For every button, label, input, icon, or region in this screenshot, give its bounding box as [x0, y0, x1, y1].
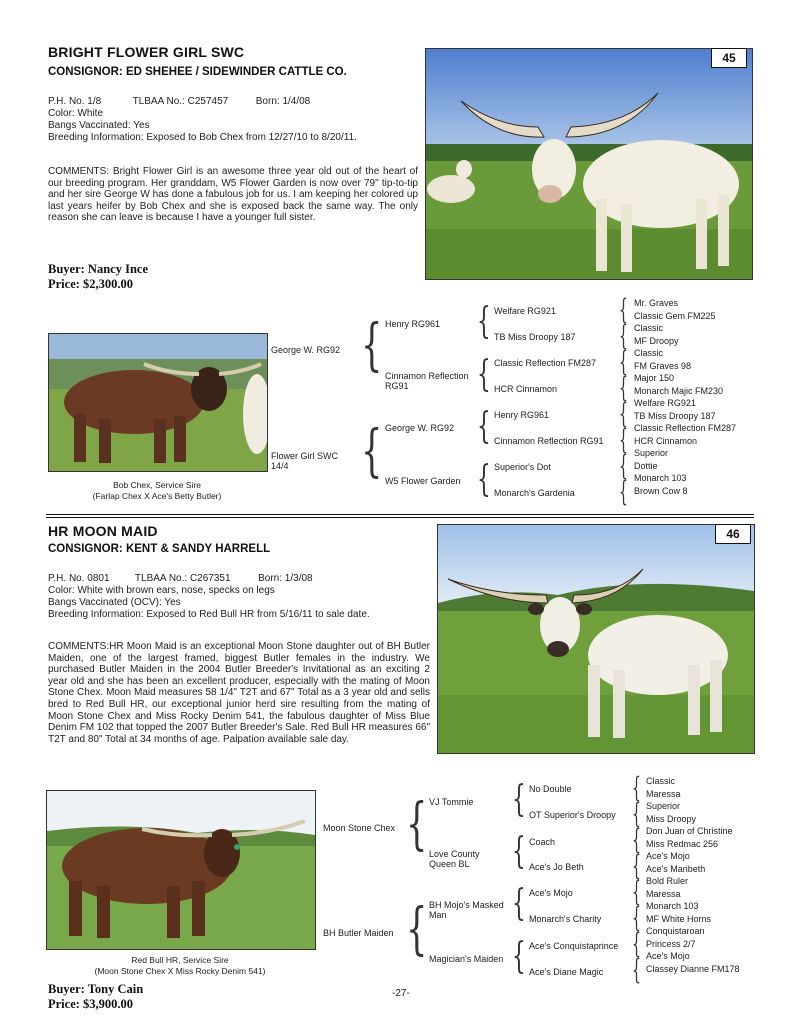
- lot-45-ped-g3-6: Cinnamon Reflection RG91: [494, 436, 604, 446]
- lot-46-bangs: Bangs Vaccinated (OCV): Yes: [48, 597, 181, 608]
- page-number: -27-: [392, 988, 410, 999]
- lot-46-born: Born: 1/3/08: [258, 573, 313, 584]
- lot-45-brace-g3-2: {: [619, 319, 628, 352]
- lot-divider: [46, 514, 754, 518]
- lot-45-ped-g4-15: Monarch 103: [634, 473, 687, 483]
- lot-46-price: Price: $3,900.00: [48, 997, 134, 1011]
- lot-46-ped-g3-3: Coach: [529, 837, 556, 847]
- lot-46-brace-sire: {: [406, 792, 428, 857]
- lot-45-brace-sire: {: [361, 313, 383, 378]
- lot-45-ped-g2-4: W5 Flower Garden: [385, 476, 461, 486]
- lot-45-ped-g4-2: Classic Gem FM225: [634, 310, 716, 321]
- lot-46-brace-g3-2: {: [632, 797, 641, 830]
- lot-45-ped-g4-12: HCR Cinnamon: [634, 435, 698, 446]
- longhorn-cow-speckled-photo: [438, 525, 754, 753]
- lot-45-brace-g3-3: {: [619, 345, 628, 378]
- lot-45-ped-g4-16: Brown Cow 8: [634, 485, 688, 496]
- lot-46-number-badge: 46: [715, 524, 751, 544]
- lot-46-brace-dam: {: [406, 897, 428, 962]
- lot-46-brace-g3-4: {: [632, 849, 641, 882]
- lot-45-ped-dam: Flower Girl SWC 14/4: [271, 451, 338, 471]
- lot-45-ped-sire: George W. RG92: [271, 345, 341, 355]
- lot-46-ped-g2-2: Love County Queen BL: [429, 849, 480, 869]
- lot-46-sire-caption-name: Red Bull HR, Service Sire: [131, 955, 229, 965]
- lot-45-ped-g4-7: Major 150: [634, 373, 675, 383]
- lot-45-born: Born: 1/4/08: [255, 96, 311, 107]
- lot-45-brace-g3-1: {: [619, 293, 628, 326]
- lot-46-brace-g2-4: {: [512, 936, 526, 977]
- lot-45-brace-g3-6: {: [619, 423, 628, 456]
- lot-46-ped-g4-16: Classey Dianne FM178: [646, 963, 740, 974]
- lot-46-brace-g3-1: {: [632, 771, 641, 804]
- lot-45-brace-g2-1: {: [477, 301, 491, 342]
- lot-45-brace-g2-3: {: [477, 406, 491, 447]
- longhorn-cow-white-photo: [426, 49, 752, 279]
- lot-46-ped-g4-2: Maressa: [646, 788, 681, 799]
- lot-46-ped-g2-3: BH Mojo's Masked Man: [429, 900, 504, 920]
- lot-45-sire-photo: [48, 333, 268, 472]
- lot-45-ped-g4-list: [634, 297, 736, 497]
- lot-45-ped-g4-11: Classic Reflection FM287: [634, 423, 737, 433]
- lot-45-tlbaa-no: TLBAA No.: C257457: [132, 96, 229, 107]
- lot-45-ped-g4-10: TB Miss Droopy 187: [634, 410, 716, 421]
- lot-46-photo: [437, 524, 755, 754]
- lot-45-brace-g2-2: {: [477, 354, 491, 395]
- lot-45-breeding: Breeding Information: Exposed to Bob Chex from 12/27/10 to 8/20/11.: [48, 132, 357, 143]
- lot-46-brace-g2-3: {: [512, 883, 526, 924]
- lot-45-ped-g4-14: Dottie: [634, 460, 658, 471]
- lot-45-number-badge: 45: [711, 48, 747, 68]
- lot-46-ped-g2-4: Magician's Maiden: [429, 954, 504, 964]
- lot-46-ped-g4-4: Miss Droopy: [646, 813, 697, 824]
- lot-45-ped-g3-4: HCR Cinnamon: [494, 384, 558, 394]
- lot-45-ped-g3-3: Classic Reflection FM287: [494, 358, 597, 368]
- lot-46-title: HR MOON MAID: [48, 523, 158, 539]
- lot-46-ped-g2-1: VJ Tommie: [429, 797, 474, 807]
- lot-46-ped-g4-10: Maressa: [646, 888, 681, 899]
- lot-46-brace-g2-1: {: [512, 779, 526, 820]
- lot-46-consignor: CONSIGNOR: KENT & SANDY HARRELL: [48, 543, 271, 555]
- lot-45-ped-g2-2: Cinnamon Reflection RG91: [385, 371, 469, 391]
- lot-46-brace-g3-8: {: [632, 953, 641, 986]
- lot-46-ped-g4-13: Conquistaroan: [646, 926, 705, 936]
- lot-46-sire-photo: [46, 790, 316, 950]
- lot-46-ph-no: P.H. No. 0801: [48, 573, 110, 584]
- lot-46-brace-g3-7: {: [632, 927, 641, 960]
- lot-46-ped-g4-8: Ace's Maribeth: [646, 863, 706, 874]
- lot-45-ped-g2-1: Henry RG961: [385, 319, 441, 329]
- lot-45-price: Price: $2,300.00: [48, 277, 134, 291]
- lot-46-ped-g3-8: Ace's Diane Magic: [529, 967, 604, 977]
- lot-45-ped-g4-9: Welfare RG921: [634, 398, 696, 408]
- lot-46-ped-g4-15: Ace's Mojo: [646, 951, 690, 961]
- lot-46-ped-g3-4: Ace's Jo Beth: [529, 862, 584, 872]
- lot-45-ped-g4-1: Mr. Graves: [634, 298, 679, 308]
- lot-45-registration: [48, 96, 418, 108]
- lot-46-registration: [48, 573, 428, 585]
- lot-46-tlbaa-no: TLBAA No.: C267351: [134, 573, 231, 584]
- lot-46-ped-g4-1: Classic: [646, 776, 676, 786]
- lot-46-buyer: Buyer: Tony Cain: [48, 982, 144, 996]
- lot-45-brace-g3-5: {: [619, 397, 628, 430]
- lot-46-ped-g4-14: Princess 2/7: [646, 938, 696, 949]
- lot-45-sire-caption-name: Bob Chex, Service Sire: [113, 480, 201, 490]
- lot-45-brace-g3-8: {: [619, 475, 628, 508]
- lot-46-ped-g4-9: Bold Ruler: [646, 876, 689, 886]
- service-sire-bull-photo: [47, 791, 315, 949]
- lot-45-ped-g3-7: Superior's Dot: [494, 462, 551, 472]
- lot-46-color: Color: White with brown ears, nose, specks on legs: [48, 585, 275, 596]
- lot-46-ped-g3-5: Ace's Mojo: [529, 888, 573, 898]
- lot-45-ped-g3-2: TB Miss Droopy 187: [494, 332, 576, 342]
- lot-46-ped-g4-12: MF White Horns: [646, 913, 712, 924]
- lot-46-ped-dam: BH Butler Maiden: [323, 928, 394, 938]
- lot-46-sire-caption-lineage: (Moon Stone Chex X Miss Rocky Denim 541): [94, 966, 266, 976]
- lot-45-ped-g2-3: George W. RG92: [385, 423, 455, 433]
- lot-45-ped-g3-5: Henry RG961: [494, 410, 550, 420]
- lot-46-ped-g4-5: Don Juan of Christine: [646, 826, 733, 836]
- lot-45-ph-no: P.H. No. 1/8: [48, 96, 102, 107]
- lot-45-buyer: Buyer: Nancy Ince: [48, 262, 148, 276]
- lot-45-bangs: Bangs Vaccinated: Yes: [48, 120, 150, 131]
- lot-45-consignor: CONSIGNOR: ED SHEHEE / SIDEWINDER CATTLE CO.: [48, 66, 347, 78]
- lot-45-ped-g4-3: Classic: [634, 323, 664, 333]
- lot-46-brace-g2-2: {: [512, 831, 526, 872]
- lot-46-ped-g3-6: Monarch's Charity: [529, 914, 602, 924]
- lot-46-comments: COMMENTS:HR Moon Maid is an exceptional Moon Stone daughter out of BH Butler Maiden, one of the largest framed, biggest Butler females in the industry. We purchased Butler Maiden in the 2004 Butler Breeder's Invitational as an exciting 2 year old and she has been an excellent producer, especially with the mating of Moon Stone Chex. Moon Maid measures 58 1/4" T2T and 67" Total as a 3 year old and sells bred to Red Bull HR, our exceptional junior herd sire resulting from the mating of Moon Stone Chex and Miss Rocky Denim 541, the fabulous daughter of Miss Blue Denim FM 102 that topped the 2007 Butler Breeder's Sale. Red Bull HR measures 66" T2T and 80" Total at 34 months of age. Palpation available sale day.: [48, 641, 430, 745]
- lot-46-brace-g3-3: {: [632, 823, 641, 856]
- lot-45-brace-g3-7: {: [619, 449, 628, 482]
- lot-46-brace-g3-6: {: [632, 901, 641, 934]
- lot-45-color: Color: White: [48, 108, 104, 119]
- lot-46-ped-g4-3: Superior: [646, 801, 681, 811]
- lot-46-ped-g4-7: Ace's Mojo: [646, 851, 690, 861]
- lot-45-ped-g4-13: Superior: [634, 448, 669, 458]
- lot-45-brace-g2-4: {: [477, 459, 491, 500]
- lot-46-ped-g3-7: Ace's Conquistaprince: [529, 941, 619, 951]
- lot-45-brace-g3-4: {: [619, 371, 628, 404]
- lot-46-ped-g4-11: Monarch 103: [646, 901, 699, 911]
- lot-46-breeding: Breeding Information: Exposed to Red Bull HR from 5/16/11 to sale date.: [48, 609, 370, 620]
- lot-45-brace-dam: {: [361, 419, 383, 484]
- lot-45-ped-g3-8: Monarch's Gardenia: [494, 488, 575, 498]
- lot-45-ped-g4-4: MF Droopy: [634, 335, 679, 346]
- lot-46-ped-g3-2: OT Superior's Droopy: [529, 810, 616, 820]
- lot-46-ped-g4-list: [646, 775, 740, 975]
- lot-46-ped-sire: Moon Stone Chex: [323, 823, 396, 833]
- lot-45-photo: [425, 48, 753, 280]
- lot-45-ped-g3-1: Welfare RG921: [494, 306, 556, 316]
- lot-46-ped-g3-1: No Double: [529, 784, 572, 794]
- lot-46-sire-caption: [46, 955, 314, 977]
- lot-46-ped-g4-6: Miss Redmac 256: [646, 838, 719, 849]
- service-sire-bull-photo: [49, 334, 267, 471]
- lot-45-ped-g4-8: Monarch Majic FM230: [634, 385, 724, 396]
- lot-45-comments: COMMENTS: Bright Flower Girl is an awesome three year old out of the heart of our breeding program. Her granddam, W5 Flower Garden is now over 79" tip-to-tip and her sire George W has done a fabulous job for us. I am keeping her colored up last years heifer by Bob Chex and she is exposed back the same way. The only reason she can leave is because I have a younger full sister.: [48, 166, 418, 224]
- lot-46-brace-g3-5: {: [632, 875, 641, 908]
- lot-45-sire-caption-lineage: (Farlap Chex X Ace's Betty Butler): [92, 491, 222, 501]
- lot-45-ped-g4-6: FM Graves 98: [634, 360, 692, 371]
- lot-45-sire-caption: [48, 480, 266, 502]
- lot-45-title: BRIGHT FLOWER GIRL SWC: [48, 44, 245, 60]
- lot-45-ped-g4-5: Classic: [634, 348, 664, 358]
